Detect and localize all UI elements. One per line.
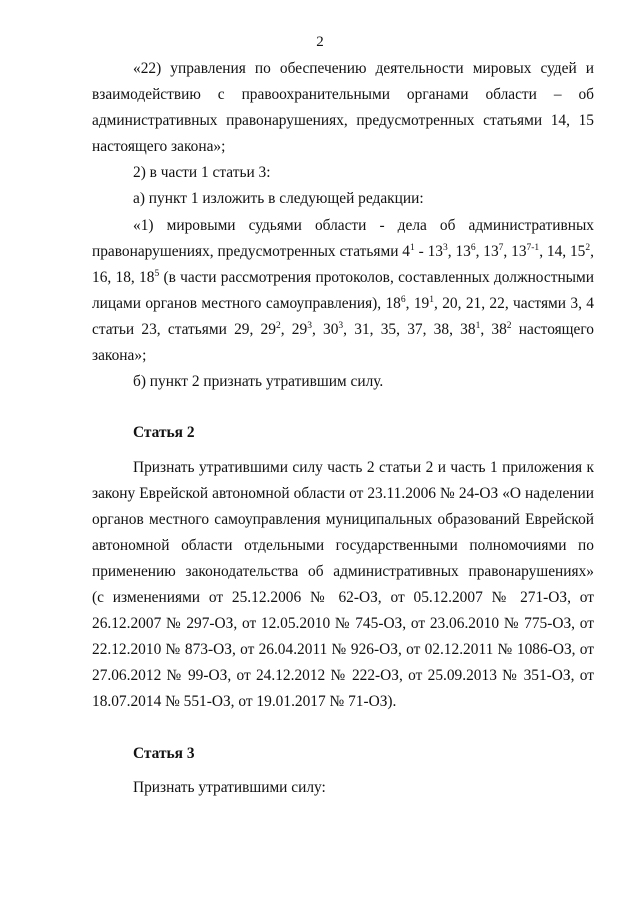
text-line: органов местного самоуправления муниципальных образований Еврейской: [92, 511, 594, 528]
article-3-heading: Статья 3: [133, 745, 195, 762]
text-line: «22) управления по обеспечению деятельности мировых судей и: [133, 60, 594, 77]
text-line: «1) мировыми судьями области - дела об административных: [133, 217, 594, 234]
text-line: закона»;: [92, 347, 147, 364]
text-line: автономной области отдельными государственными полномочиями по: [92, 537, 594, 554]
text-line-articles: 16, 18, $18^5$ (в части рассмотрения протоколов, составленных должностными: [92, 269, 594, 286]
text-line: а) пункт 1 изложить в следующей редакции:: [133, 190, 424, 207]
text-line: взаимодействию с правоохранительными органами области – об: [92, 86, 594, 103]
text-line: Признать утратившими силу:: [133, 779, 326, 796]
text-line-articles: статьи 23, статьями 29, $29^2$, $29^3$, $30^3$, 31, 35, 37, 38, $38^1$, $38^2$ настоящего: [92, 321, 594, 338]
text-line: применению законодательства об административных правонарушениях»: [92, 563, 594, 580]
text-line-articles: правонарушениях, предусмотренных статьями $4^1 - 13^3$, $13^6$, $13^7$, 13$^{7-1}$, 14, $15^2$,: [92, 243, 594, 260]
page-number: 2: [316, 34, 324, 50]
text-line: (с изменениями от 25.12.2006 № 62-ОЗ, от 05.12.2007 № 271-ОЗ, от: [92, 589, 594, 606]
text-line-articles: лицами органов местного самоуправления), $18^6$, $19^1$, 20, 21, 22, частями 3, 4: [92, 295, 594, 312]
text-line: административных правонарушениях, предусмотренных статьями 14, 15: [92, 112, 594, 129]
text-line: 2) в части 1 статьи 3:: [133, 164, 271, 181]
text-line: 27.06.2012 № 99-ОЗ, от 24.12.2012 № 222-ОЗ, от 25.09.2013 № 351-ОЗ, от: [92, 667, 594, 684]
text-line: б) пункт 2 признать утратившим силу.: [133, 373, 384, 390]
text-line: 22.12.2010 № 873-ОЗ, от 26.04.2011 № 926-ОЗ, от 02.12.2011 № 1086-ОЗ, от: [92, 641, 594, 658]
article-2-heading: Статья 2: [133, 424, 195, 441]
text-line: 18.07.2014 № 551-ОЗ, от 19.01.2017 № 71-ОЗ).: [92, 693, 397, 710]
text-line: 26.12.2007 № 297-ОЗ, от 12.05.2010 № 745-ОЗ, от 23.06.2010 № 775-ОЗ, от: [92, 615, 594, 632]
text-line: Признать утратившими силу часть 2 статьи 2 и часть 1 приложения к: [133, 459, 594, 476]
text-line: настоящего закона»;: [92, 138, 226, 155]
text-line: закону Еврейской автономной области от 23.11.2006 № 24-ОЗ «О наделении: [92, 485, 594, 502]
